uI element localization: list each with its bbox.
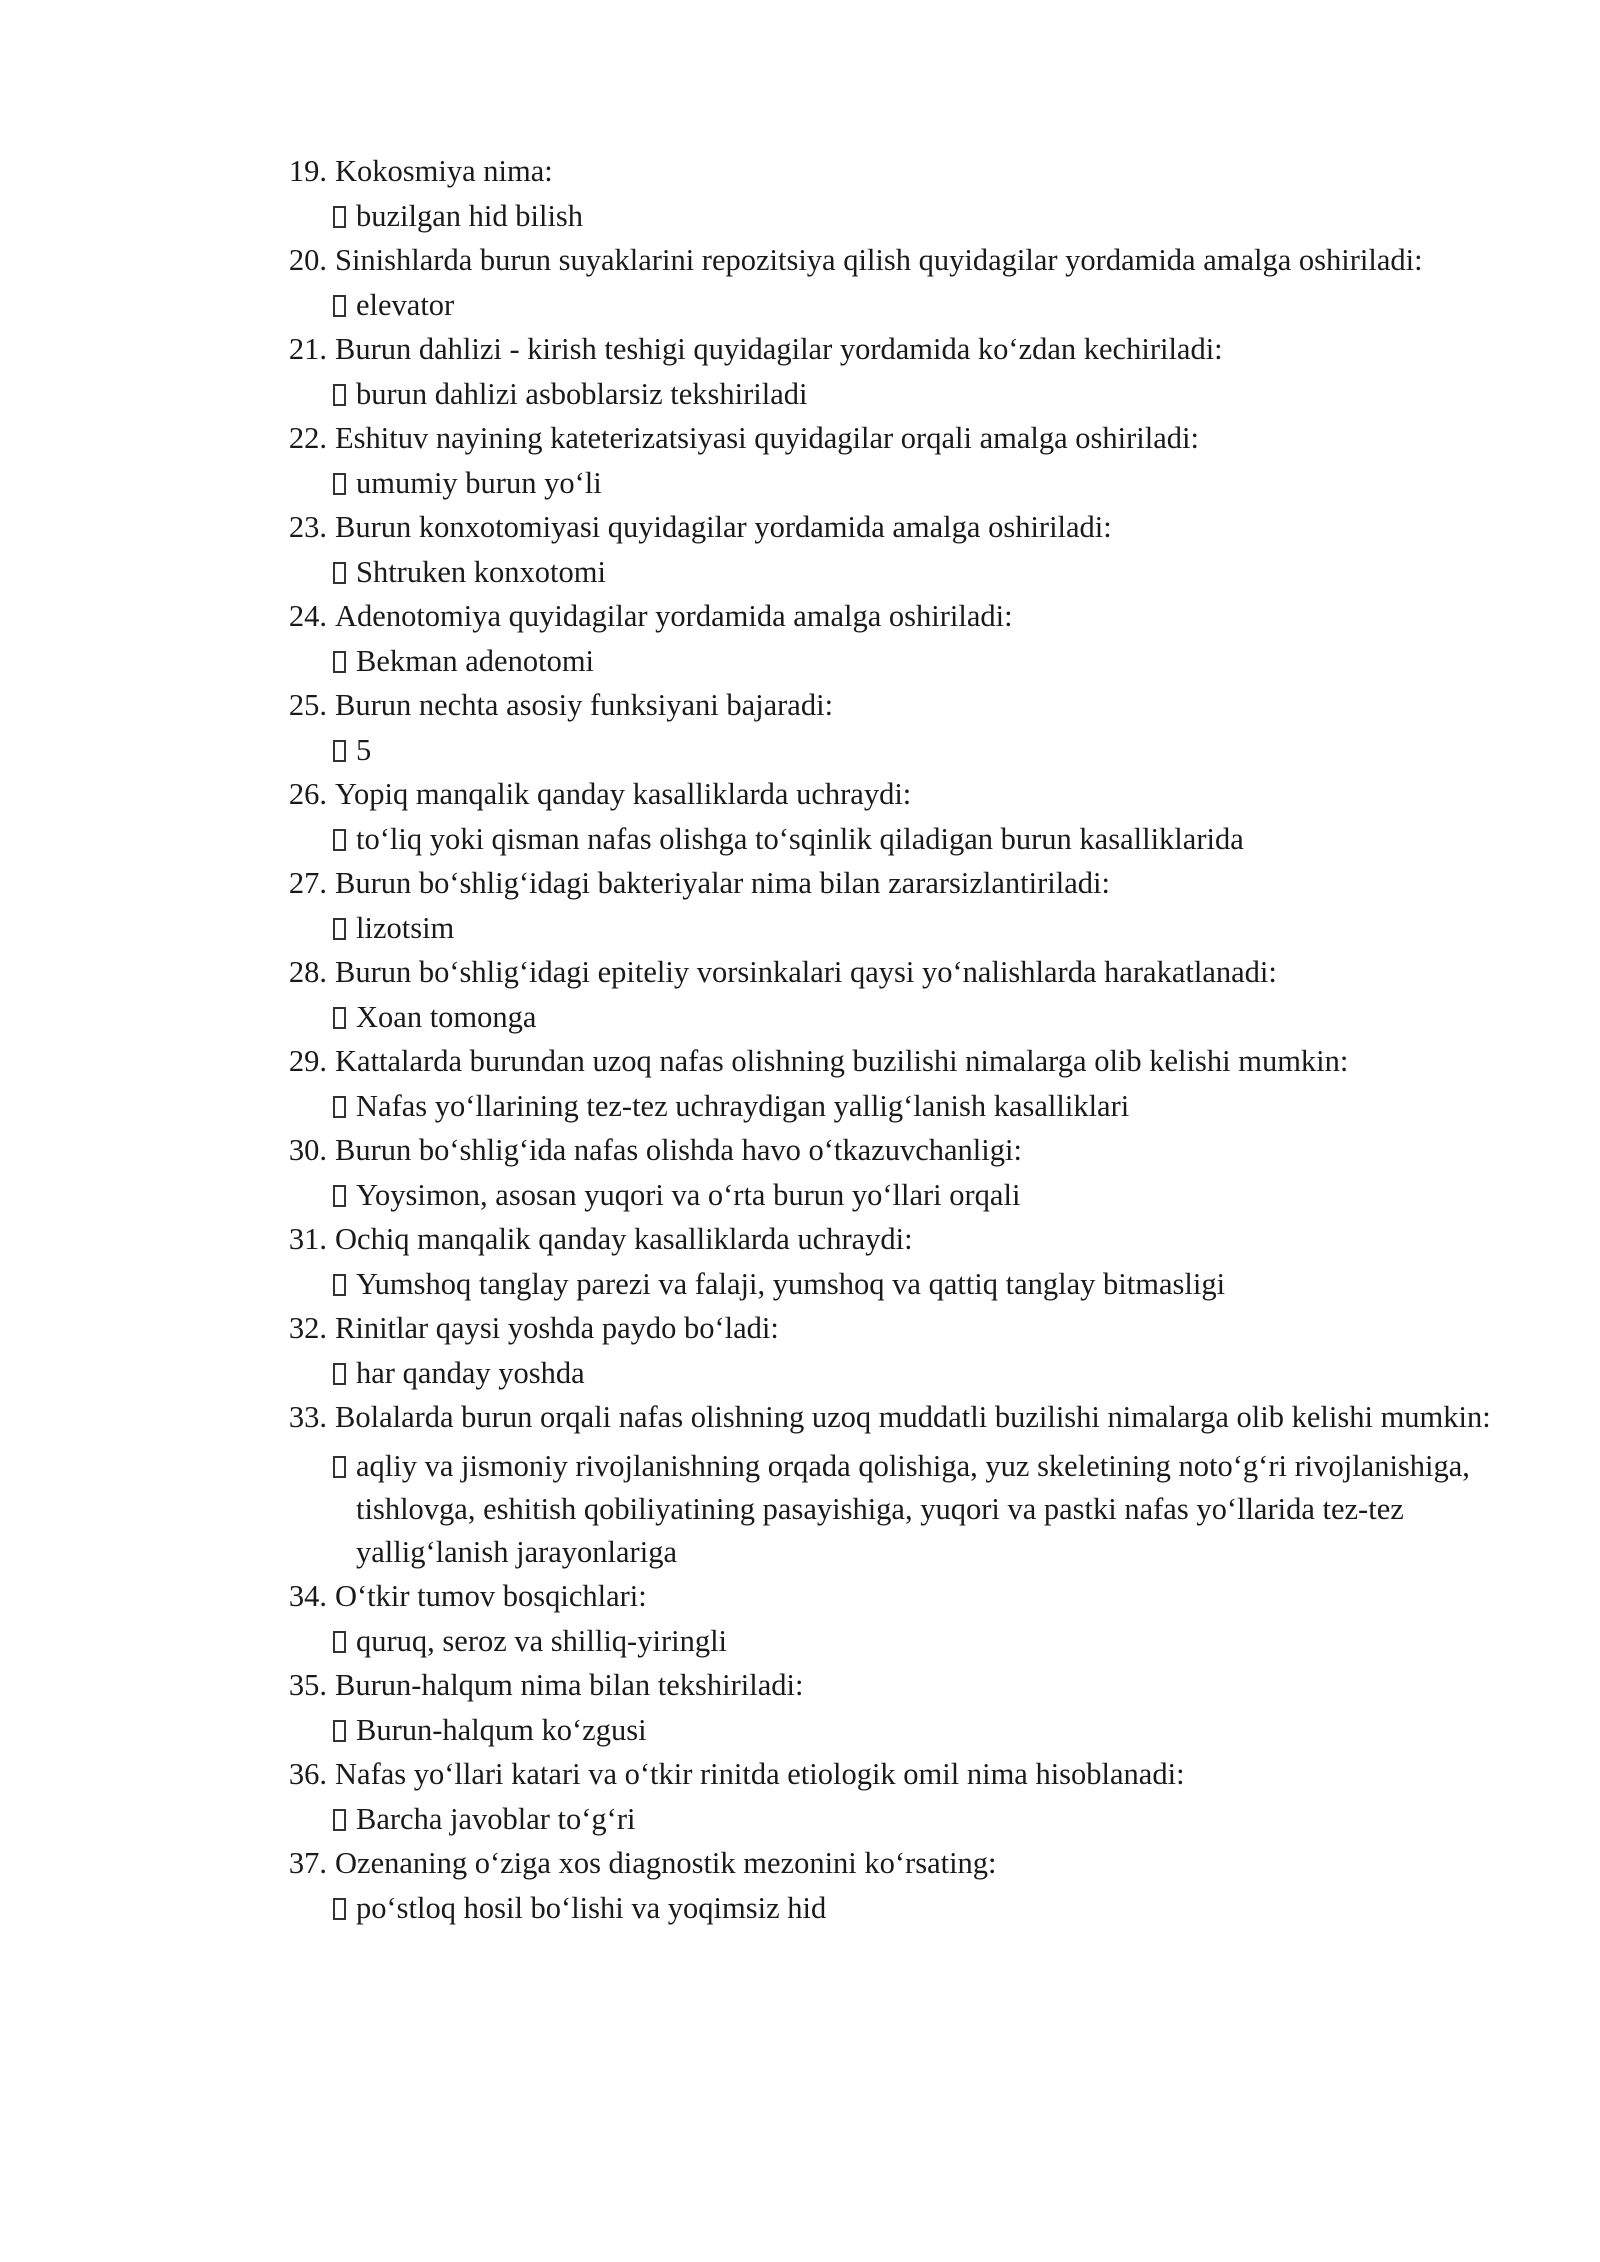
answer-text: har qanday yoshda [356,1356,585,1390]
question-item [275,773,1495,861]
answer-text: po‘stloq hosil bo‘lishi va yoqimsiz hid [356,1891,827,1925]
question-text: Ozenaning o‘ziga xos diagnostik mezonini ko‘rsating: [335,1846,997,1880]
answer-line [275,1263,1495,1306]
question-item [275,684,1495,772]
checkbox-icon [333,1631,346,1653]
question-line [275,1575,1495,1618]
question-line [275,506,1495,549]
question-text: Burun dahlizi - kirish teshigi quyidagilar yordamida ko‘zdan kechiriladi: [335,332,1223,366]
checkbox-icon [333,1363,346,1385]
question-number: 23. [288,510,327,544]
question-line [275,1129,1495,1172]
question-line [275,1307,1495,1350]
checkbox-icon [333,473,346,495]
question-text: Burun-halqum nima bilan tekshiriladi: [335,1668,804,1702]
question-line [275,595,1495,638]
answer-text: quruq, seroz va shilliq-yiringli [356,1624,728,1658]
question-item [275,1307,1495,1395]
question-item [275,1129,1495,1217]
answer-text: Shtruken konxotomi [356,555,606,589]
question-text: Burun bo‘shlig‘idagi epiteliy vorsinkalari qaysi yo‘nalishlarda harakatlanadi: [335,955,1277,989]
question-number: 25. [288,688,327,722]
checkbox-icon [333,1456,346,1478]
question-number: 22. [288,421,327,455]
checkbox-icon [333,918,346,940]
question-item [275,417,1495,505]
answer-text: 5 [356,733,372,767]
question-item [275,506,1495,594]
question-text: Yopiq manqalik qanday kasalliklarda uchraydi: [335,777,912,811]
answer-line [275,1887,1495,1930]
question-item [275,862,1495,950]
question-text: Rinitlar qaysi yoshda paydo bo‘ladi: [335,1311,779,1345]
answer-text: Yumshoq tanglay parezi va falaji, yumshoq va qattiq tanglay bitmasligi [356,1267,1226,1301]
checkbox-icon [333,1185,346,1207]
question-item [275,1218,1495,1306]
question-item [275,328,1495,416]
question-number: 30. [288,1133,327,1167]
answer-line [275,1352,1495,1395]
answer-line [275,284,1495,327]
answer-line [275,1085,1495,1128]
question-item [275,595,1495,683]
question-item [275,1753,1495,1841]
question-number: 27. [288,866,327,900]
answer-line [275,373,1495,416]
checkbox-icon [333,1007,346,1029]
answer-line [275,640,1495,683]
answer-line [275,1620,1495,1663]
question-text: Kokosmiya nima: [335,154,553,188]
answer-line [275,907,1495,950]
question-line [275,1040,1495,1083]
checkbox-icon [333,562,346,584]
question-text: Burun konxotomiyasi quyidagilar yordamida amalga oshiriladi: [335,510,1112,544]
question-line [275,328,1495,371]
question-line [275,862,1495,905]
checkbox-icon [333,1096,346,1118]
answer-line [275,729,1495,772]
answer-line [275,195,1495,238]
answer-text: Burun-halqum ko‘zgusi [356,1713,647,1747]
question-number: 21. [288,332,327,366]
question-number: 26. [288,777,327,811]
answer-text: elevator [356,288,455,322]
question-item [275,1842,1495,1930]
question-line [275,239,1495,282]
question-line [275,1842,1495,1885]
answer-line [275,1798,1495,1841]
answer-text: Nafas yo‘llarining tez-tez uchraydigan yallig‘lanish kasalliklari [356,1089,1130,1123]
question-number: 20. [288,243,327,277]
question-line [275,773,1495,816]
question-text: Kattalarda burundan uzoq nafas olishning buzilishi nimalarga olib kelishi mumkin: [335,1044,1349,1078]
question-text: Nafas yo‘llari katari va o‘tkir rinitda etiologik omil nima hisoblanadi: [335,1757,1185,1791]
answer-line [275,551,1495,594]
answer-line [275,1709,1495,1752]
question-item [275,951,1495,1039]
question-number: 33. [288,1400,327,1434]
answer-text: to‘liq yoki qisman nafas olishga to‘sqinlik qiladigan burun kasalliklarida [356,822,1244,856]
question-line [275,1664,1495,1707]
question-text: O‘tkir tumov bosqichlari: [335,1579,647,1613]
answer-text: burun dahlizi asboblarsiz tekshiriladi [356,377,808,411]
answer-text: Yoysimon, asosan yuqori va o‘rta burun yo‘llari orqali [356,1178,1021,1212]
checkbox-icon [333,1898,346,1920]
checkbox-icon [333,651,346,673]
question-item [275,1040,1495,1128]
question-item [275,1396,1495,1574]
question-line [275,1396,1495,1439]
answer-text: Xoan tomonga [356,1000,537,1034]
question-item [275,150,1495,238]
question-number: 32. [288,1311,327,1345]
document-page [275,150,1495,1931]
checkbox-icon [333,1274,346,1296]
question-number: 36. [288,1757,327,1791]
question-line [275,150,1495,193]
answer-text: aqliy va jismoniy rivojlanishning orqada qolishiga, yuz skeletining noto‘g‘ri rivojlanishiga, tishlovga, eshitish qobiliyatining pasayishiga, yuqori va pastki nafas yo‘llarida tez-tez yallig‘lanish jarayonlariga [356,1449,1470,1569]
question-line [275,1753,1495,1796]
checkbox-icon [333,740,346,762]
question-line [275,417,1495,460]
answer-line [275,462,1495,505]
question-line [275,684,1495,727]
checkbox-icon [333,829,346,851]
question-number: 29. [288,1044,327,1078]
question-number: 31. [288,1222,327,1256]
question-text: Burun bo‘shlig‘idagi bakteriyalar nima bilan zararsizlantiriladi: [335,866,1110,900]
answer-line [275,996,1495,1039]
answer-line [275,1174,1495,1217]
answer-text: buzilgan hid bilish [356,199,584,233]
checkbox-icon [333,1720,346,1742]
question-item [275,239,1495,327]
question-line [275,951,1495,994]
question-number: 35. [288,1668,327,1702]
answer-line [275,818,1495,861]
question-number: 24. [288,599,327,633]
question-line [275,1218,1495,1261]
answer-text: Barcha javoblar to‘g‘ri [356,1802,636,1836]
question-number: 37. [288,1846,327,1880]
question-text: Ochiq manqalik qanday kasalliklarda uchraydi: [335,1222,913,1256]
question-number: 19. [288,154,327,188]
question-item [275,1664,1495,1752]
question-text: Bolalarda burun orqali nafas olishning uzoq muddatli buzilishi nimalarga olib kelishi mumkin: [335,1400,1491,1434]
question-text: Eshituv nayining kateterizatsiyasi quyidagilar orqali amalga oshiriladi: [335,421,1199,455]
question-number: 34. [288,1579,327,1613]
question-text: Sinishlarda burun suyaklarini repozitsiya qilish quyidagilar yordamida amalga oshiriladi: [335,243,1423,277]
question-number: 28. [288,955,327,989]
answer-line [275,1445,1495,1574]
checkbox-icon [333,295,346,317]
question-text: Burun bo‘shlig‘ida nafas olishda havo o‘tkazuvchanligi: [335,1133,1022,1167]
checkbox-icon [333,206,346,228]
question-text: Adenotomiya quyidagilar yordamida amalga oshiriladi: [335,599,1013,633]
answer-text: lizotsim [356,911,455,945]
question-text: Burun nechta asosiy funksiyani bajaradi: [335,688,834,722]
question-item [275,1575,1495,1663]
checkbox-icon [333,1809,346,1831]
checkbox-icon [333,384,346,406]
answer-text: Bekman adenotomi [356,644,595,678]
answer-text: umumiy burun yo‘li [356,466,602,500]
